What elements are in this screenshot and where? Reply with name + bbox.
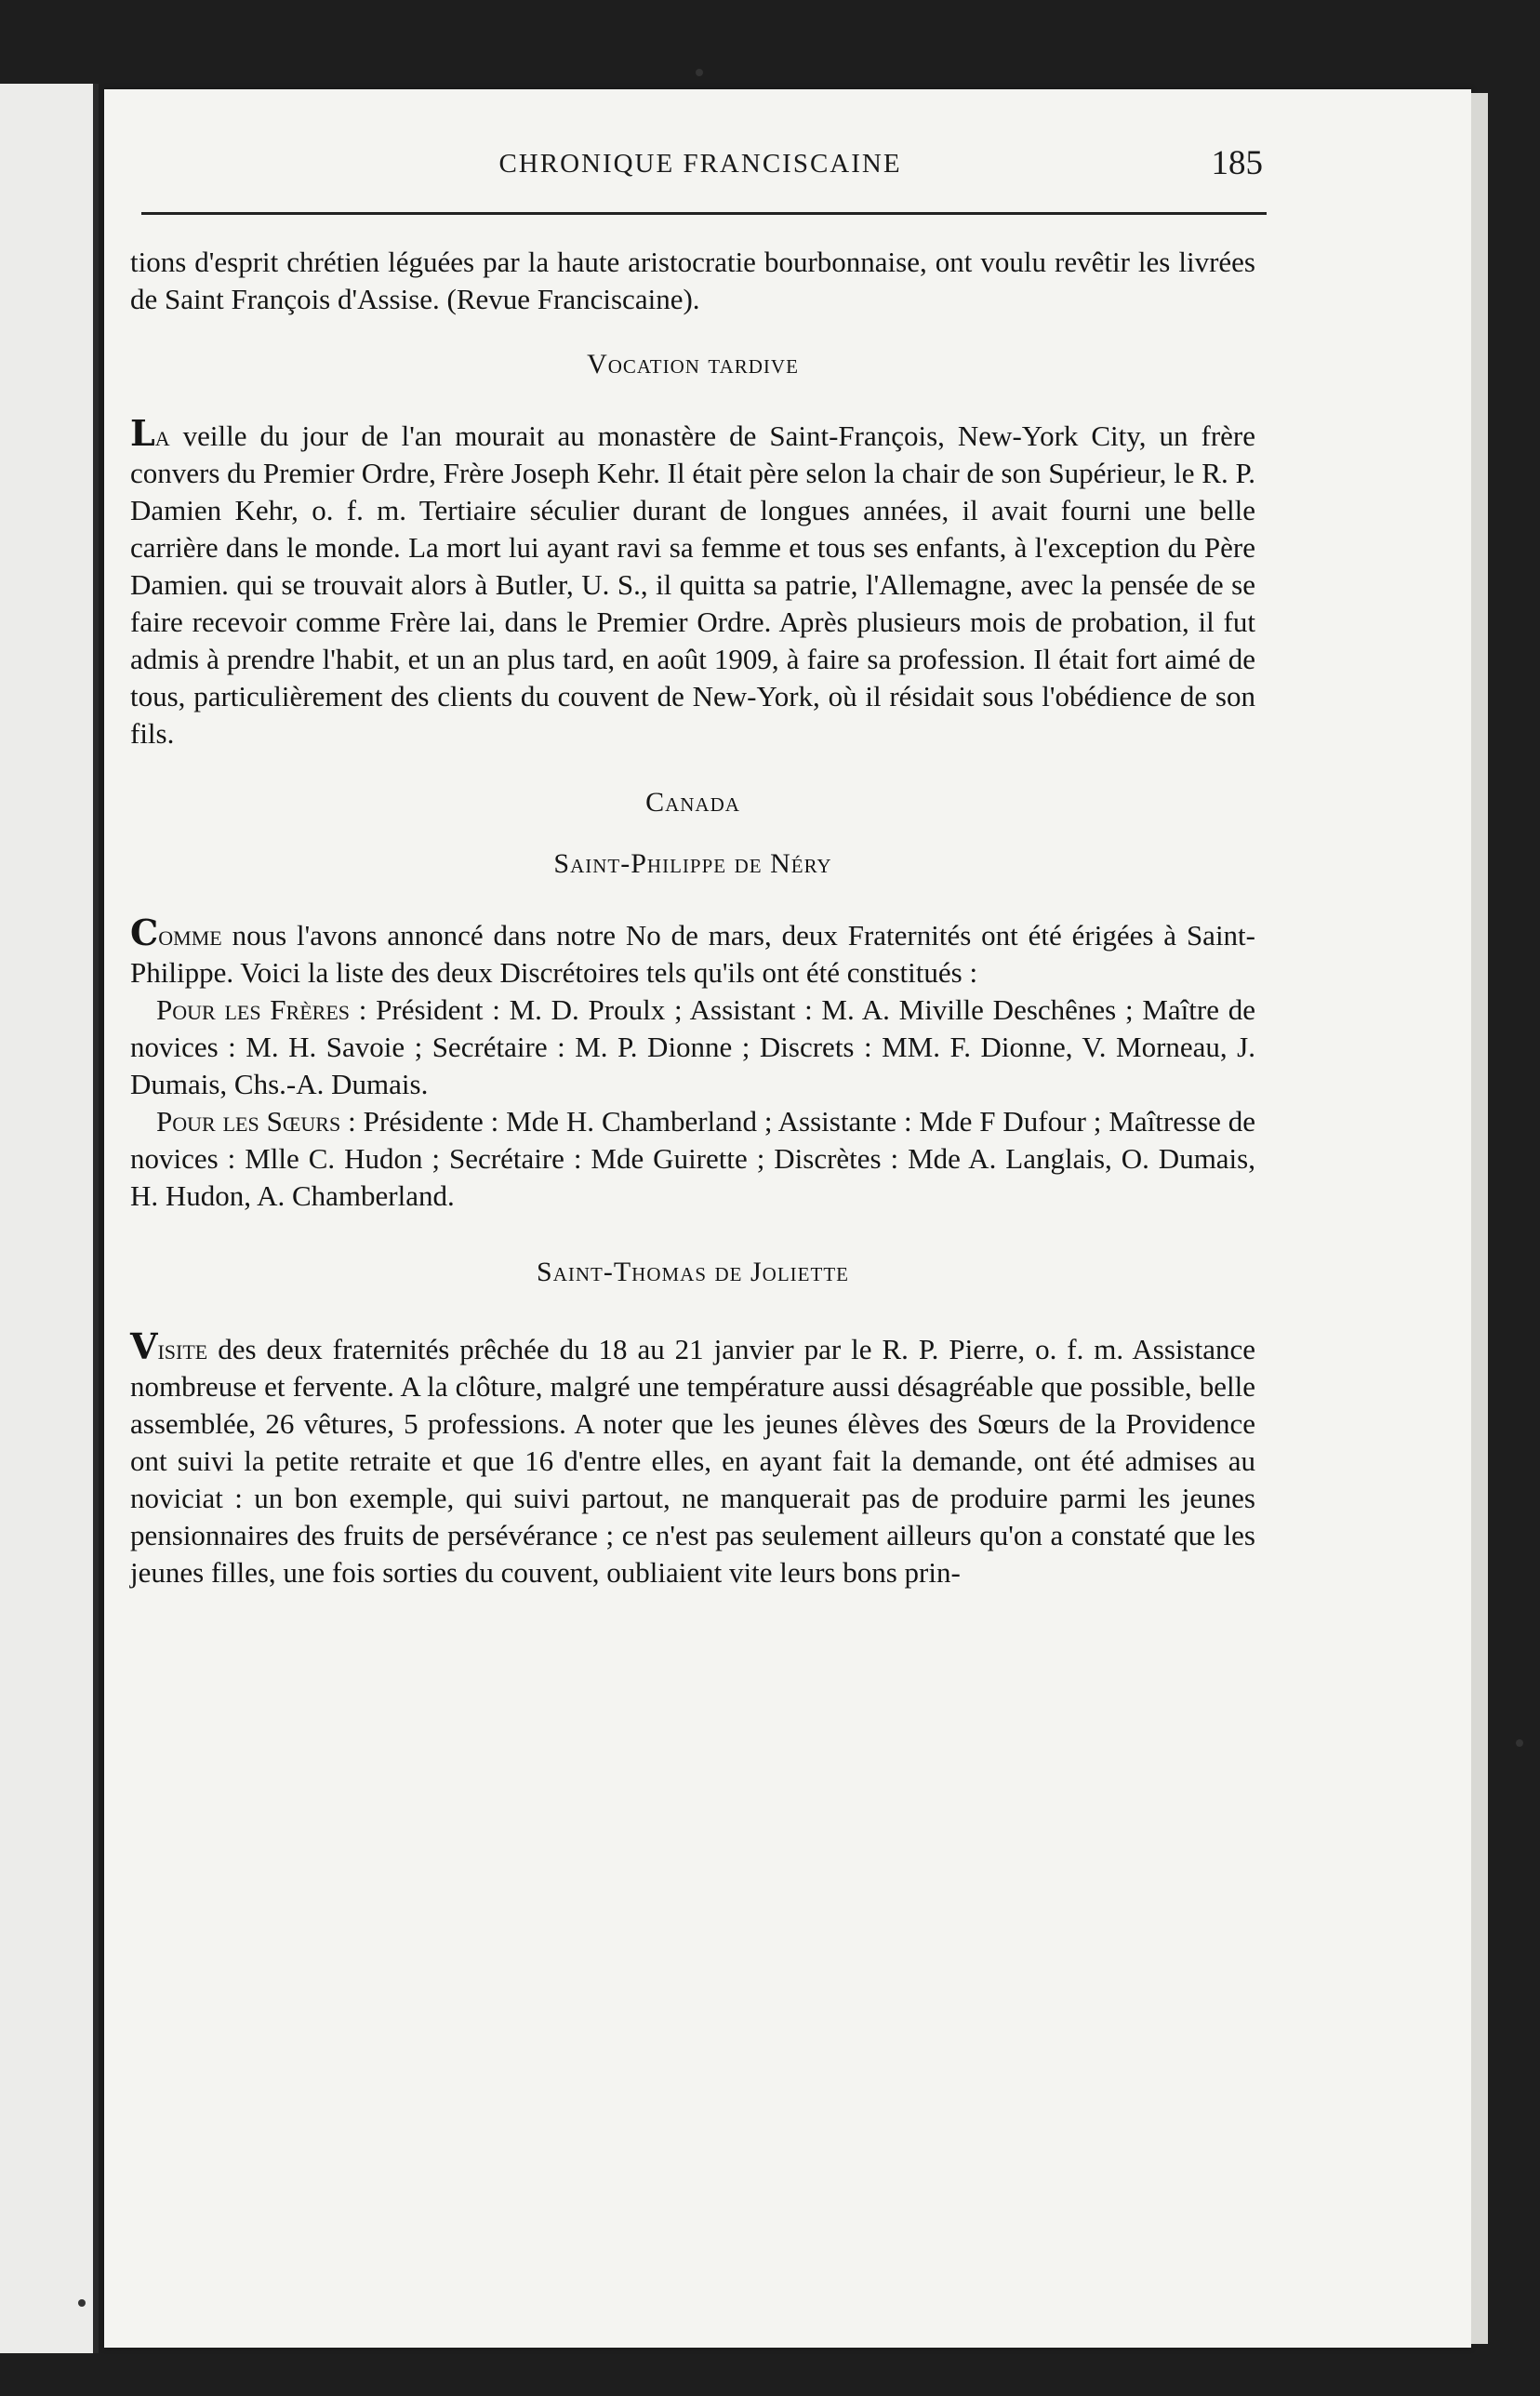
section-heading-vocation: Vocation tardive — [587, 349, 799, 379]
paragraph-text: nous l'avons annoncé dans notre No de mars, deux Fraternités ont été érigées à Saint-Philippe. Voici la liste des deux Discrétoires tels qu'ils ont été constitués : — [130, 919, 1255, 989]
dropcap-letter: L — [130, 412, 155, 454]
smallcaps-lead: isite — [157, 1333, 208, 1365]
section-heading-canada: Canada — [645, 787, 740, 818]
page-header — [138, 143, 1263, 199]
vocation-paragraph — [130, 412, 1255, 752]
facing-page-edge — [0, 84, 99, 2353]
running-title: CHRONIQUE FRANCISCAINE — [498, 149, 902, 179]
dropcap-letter: V — [130, 1325, 158, 1367]
header-rule — [141, 212, 1267, 215]
saint-thomas-paragraph — [130, 1325, 1255, 1591]
smallcaps-lead: omme — [158, 919, 222, 952]
smallcaps-lead: a — [154, 419, 170, 452]
freres-paragraph — [130, 992, 1255, 1103]
page-number: 185 — [1211, 144, 1263, 182]
saint-philippe-paragraph — [130, 914, 1255, 992]
soeurs-paragraph — [130, 1103, 1255, 1215]
soeurs-label: Pour les Sœurs — [156, 1105, 341, 1138]
section-heading-saint-thomas: Saint-Thomas de Joliette — [537, 1257, 849, 1287]
paragraph-text: des deux fraternités prêchée du 18 au 21 janvier par le R. P. Pierre, o. f. m. Assistance nombreuse et fervente. A la clôture, malgré une température aussi désagréable que possible, belle assemblée, 26 vêtures, 5 professions. A noter que les jeunes élèves des Sœurs de la Providence ont suivi la petite retraite et que 16 d'entre elles, en ayant fait la demande, ont été admises au noviciat : un bon exemple, qui suivi partout, ne manquerait pas de produire parmi les jeunes pensionnaires des fruits de persévérance ; ce n'est pas seulement ailleurs qu'on a constaté que les jeunes filles, une fois sorties du couvent, oubliaient vite leurs bons prin- — [130, 1333, 1255, 1589]
dropcap-letter: C — [130, 912, 159, 953]
scan-speck — [1516, 1739, 1523, 1747]
scan-speck — [696, 69, 703, 76]
intro-paragraph: tions d'esprit chrétien léguées par la haute aristocratie bourbonnaise, ont voulu revêtir les livrées de Saint François d'Assise. (Revue Franciscaine). — [130, 246, 1255, 315]
page-body — [130, 244, 1255, 1591]
freres-label: Pour les Frères — [156, 993, 351, 1026]
paragraph-text: : Président : M. D. Proulx ; Assistant : M. A. Miville Deschênes ; Maître de novices : M. H. Savoie ; Secrétaire : M. P. Dionne ; Discrets : MM. F. Dionne, V. Morneau, J. Dumais, Chs.-A. Dumais. — [130, 993, 1255, 1100]
section-heading-saint-philippe: Saint-Philippe de Néry — [553, 848, 832, 879]
paragraph-text: : Présidente : Mde H. Chamberland ; Assistante : Mde F Dufour ; Maîtresse de novices : Mlle C. Hudon ; Secrétaire : Mde Guirette ; Discrètes : Mde A. Langlais, O. Dumais, H. Hudon, A. Chamberland. — [130, 1105, 1256, 1212]
paragraph-text: veille du jour de l'an mourait au monastère de Saint-François, New-York City, un frère convers du Premier Ordre, Frère Joseph Kehr. Il était père selon la chair de son Supérieur, le R. P. Damien Kehr, o. f. m. Tertiaire séculier durant de longues années, il avait fourni une belle carrière dans le monde. La mort lui ayant ravi sa femme et tous ses enfants, à l'exception du Père Damien. qui se trouvait alors à Butler, U. S., il quitta sa patrie, l'Allemagne, avec la pensée de se faire recevoir comme Frère lai, dans le Premier Ordre. Après plusieurs mois de probation, il fut admis à prendre l'habit, et un an plus tard, en août 1909, à faire sa profession. Il était fort aimé de tous, particulièrement des clients du couvent de New-York, où il résidait sous l'obédience de son fils. — [130, 419, 1255, 750]
page-stack-edge — [1471, 93, 1488, 2344]
scan-speck — [78, 2299, 86, 2307]
